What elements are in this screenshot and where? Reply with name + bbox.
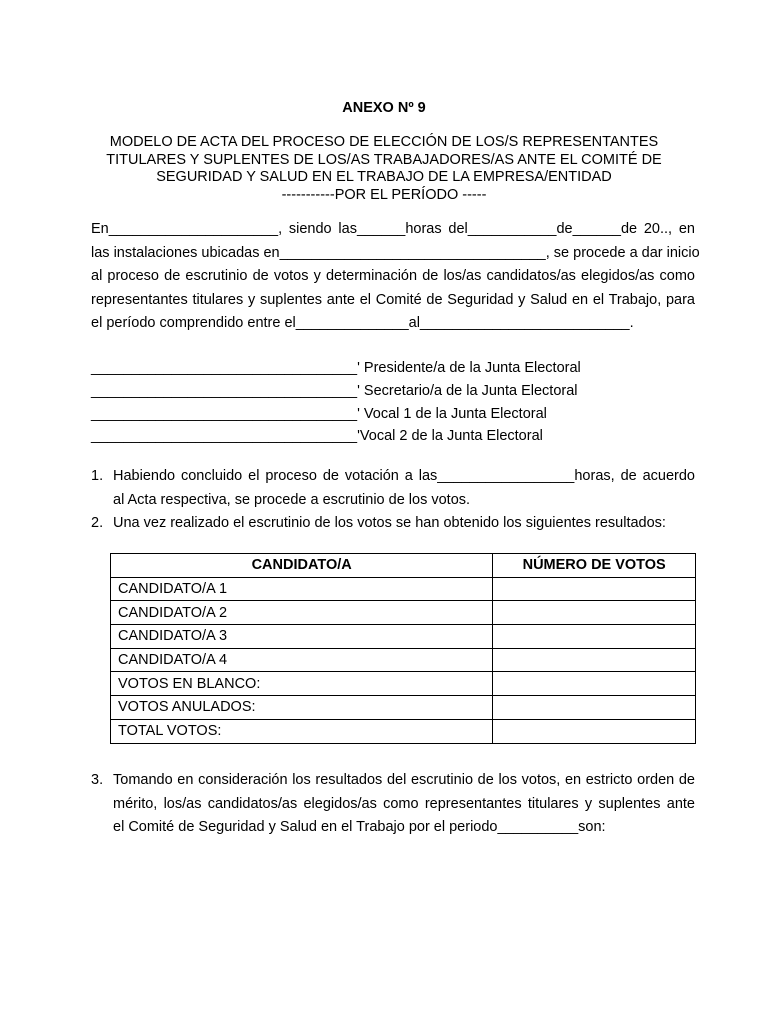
candidate-cell: CANDIDATO/A 1 — [111, 577, 493, 601]
candidate-cell: CANDIDATO/A 3 — [111, 625, 493, 649]
item-number: 2. — [91, 515, 104, 531]
results-table — [110, 553, 696, 744]
candidate-cell: TOTAL VOTOS: — [111, 719, 493, 743]
candidate-cell: VOTOS EN BLANCO: — [111, 672, 493, 696]
votes-cell — [493, 625, 696, 649]
item-line: el Comité de Seguridad y Salud en el Trabajo por el periodo__________son: — [113, 819, 606, 835]
heading-line: SEGURIDAD Y SALUD EN EL TRABAJO DE LA EMPRESA/ENTIDAD — [156, 169, 612, 185]
intro-line: al proceso de escrutinio de votos y determinación de los/as candidatos/as elegidos/as como — [91, 268, 695, 284]
intro-line: el período comprendido entre el______________al__________________________. — [91, 315, 634, 331]
heading-line: MODELO DE ACTA DEL PROCESO DE ELECCIÓN DE LOS/S REPRESENTANTES — [109, 134, 659, 150]
table-row — [111, 672, 696, 696]
signature-line-vocal-1: _________________________________' Vocal 1 de la Junta Electoral — [91, 405, 547, 422]
item-line: Una vez realizado el escrutinio de los votos se han obtenido los siguientes resultados: — [113, 515, 666, 531]
item-line: Habiendo concluido el proceso de votación a las_________________horas, de acuerdo — [113, 468, 695, 484]
candidate-cell: CANDIDATO/A 2 — [111, 601, 493, 625]
table-row — [111, 577, 696, 601]
votes-cell — [493, 601, 696, 625]
item-number: 3. — [91, 772, 104, 788]
signature-line-president: _________________________________' Presidente/a de la Junta Electoral — [91, 360, 581, 376]
candidate-cell: VOTOS ANULADOS: — [111, 696, 493, 720]
signature-line-secretary: _________________________________' Secretario/a de la Junta Electoral — [91, 382, 578, 399]
item-1 — [91, 465, 695, 512]
item-2 — [91, 512, 695, 536]
header-votes: NÚMERO DE VOTOS — [493, 554, 696, 578]
signature-line-vocal-2: _________________________________'Vocal 2 de la Junta Electoral — [91, 428, 543, 445]
votes-cell — [493, 577, 696, 601]
votes-cell — [493, 696, 696, 720]
table-header-row — [111, 554, 696, 578]
item-line: mérito, los/as candidatos/as elegidos/as como representantes titulares y suplentes ante — [113, 795, 695, 812]
item-line: Tomando en consideración los resultados del escrutinio de los votos, en estricto orden de — [113, 772, 695, 788]
table-row — [111, 625, 696, 649]
table-row — [111, 696, 696, 720]
table-row — [111, 601, 696, 625]
numbered-items — [91, 465, 695, 536]
heading-line: -----------POR EL PERÍODO ----- — [281, 186, 487, 203]
votes-cell — [493, 719, 696, 743]
item-3-block — [91, 769, 695, 840]
annex-title: ANEXO Nº 9 — [342, 100, 426, 116]
header-candidate: CANDIDATO/A — [111, 554, 493, 578]
intro-line: En_____________________, siendo las______horas del___________de______de 20.., en — [91, 221, 695, 237]
heading-line: TITULARES Y SUPLENTES DE LOS/AS TRABAJADORES/AS ANTE EL COMITÉ DE — [106, 151, 662, 168]
votes-cell — [493, 648, 696, 672]
intro-line: representantes titulares y suplentes ante el Comité de Seguridad y Salud en el Trabajo, para — [91, 291, 695, 308]
table-row — [111, 648, 696, 672]
intro-line: las instalaciones ubicadas en_________________________________, se procede a dar inicio — [91, 244, 700, 261]
document-heading — [100, 134, 668, 204]
item-line: al Acta respectiva, se procede a escrutinio de los votos. — [113, 491, 471, 508]
candidate-cell: CANDIDATO/A 4 — [111, 648, 493, 672]
item-number: 1. — [91, 468, 104, 484]
intro-paragraph — [91, 218, 700, 336]
votes-cell — [493, 672, 696, 696]
item-3 — [91, 769, 695, 840]
signature-block — [91, 357, 581, 448]
table-row — [111, 719, 696, 743]
